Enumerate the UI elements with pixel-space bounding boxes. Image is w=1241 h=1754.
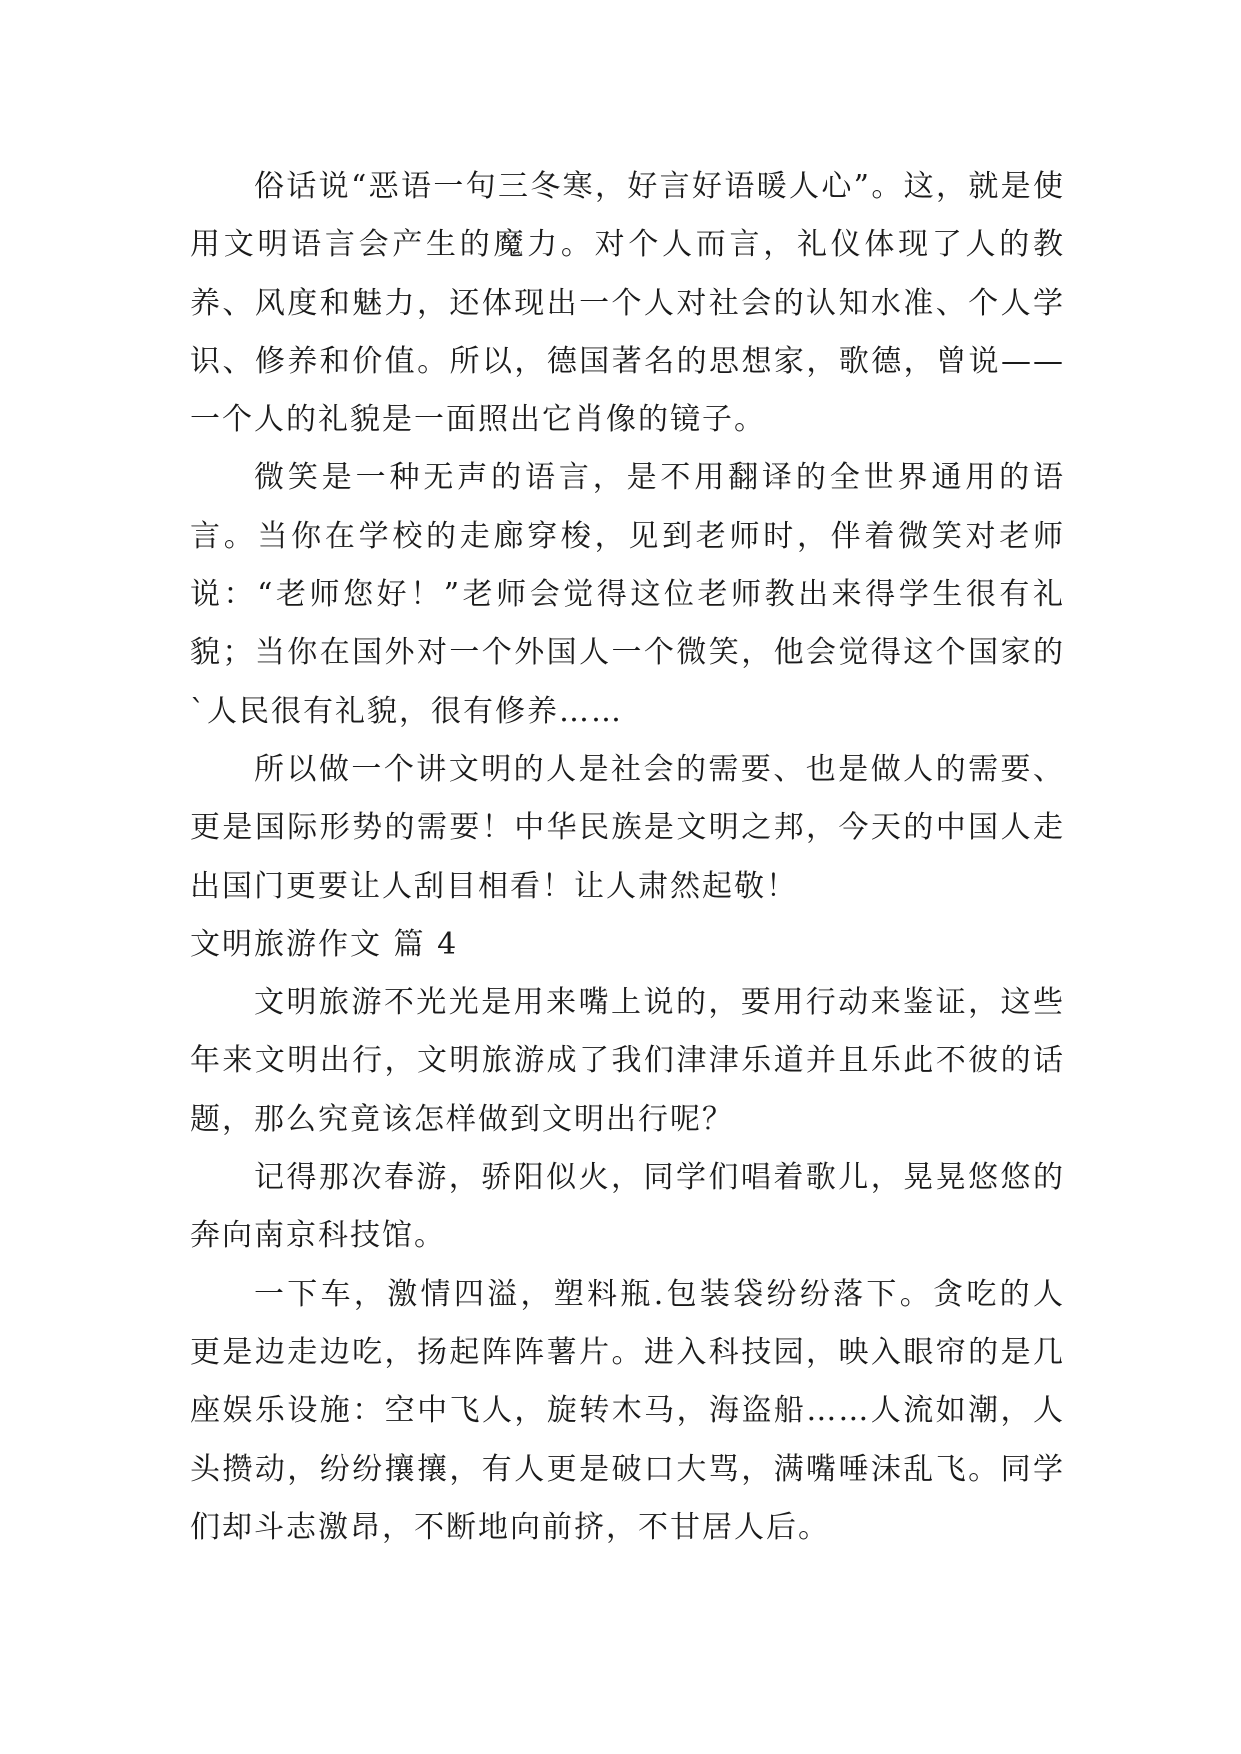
paragraph-spring-outing: 记得那次春游，骄阳似火，同学们唱着歌儿，晃晃悠悠的奔向南京科技馆。 [190, 1160, 1065, 1254]
paragraph-smile: 微笑是一种无声的语言，是不用翻译的全世界通用的语言。当你在学校的走廊穿梭，见到老师时，伴着微笑对老师说：“老师您好！”老师会觉得这位老师教出来得学生很有礼貌；当你在国外对一个外国人一个微笑，他会觉得这个国家的`人民很有礼貌，很有修养…… [190, 460, 1065, 729]
paragraph-conclusion: 所以做一个讲文明的人是社会的需要、也是做人的需要、更是国际形势的需要！中华民族是文明之邦，今天的中国人走出国门更要让人刮目相看！让人肃然起敬！ [190, 751, 1065, 904]
paragraph-proverb: 俗话说“恶语一句三冬寒，好言好语暖人心”。这，就是使用文明语言会产生的魔力。对个人而言，礼仪体现了人的教养、风度和魅力，还体现出一个人对社会的认知水准、个人学识、修养和价值。所以，德国著名的思想家，歌德，曾说——一个人的礼貌是一面照出它肖像的镜子。 [190, 169, 1065, 438]
paragraph-arrival: 一下车，激情四溢，塑料瓶.包装袋纷纷落下。贪吃的人更是边走边吃，扬起阵阵薯片。进入科技园，映入眼帘的是几座娱乐设施：空中飞人，旋转木马，海盗船……人流如潮，人头攒动，纷纷攘攘，有人更是破口大骂，满嘴唾沫乱飞。同学们却斗志激昂，不断地向前挤，不甘居人后。 [190, 1276, 1065, 1545]
paragraph-travel-intro: 文明旅游不光光是用来嘴上说的，要用行动来鉴证，这些年来文明出行，文明旅游成了我们津津乐道并且乐此不彼的话题，那么究竟该怎样做到文明出行呢？ [190, 985, 1065, 1137]
document-body [190, 158, 1065, 1557]
section-heading: 文明旅游作文 篇 4 [190, 926, 459, 962]
